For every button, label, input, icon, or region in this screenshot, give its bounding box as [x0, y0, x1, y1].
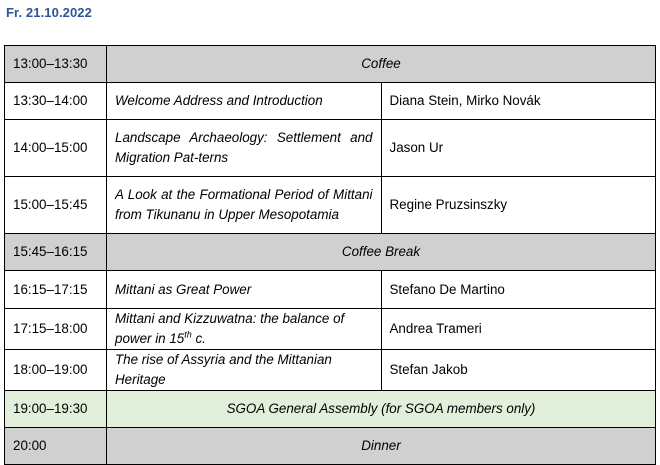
ordinal-superscript: th — [184, 329, 192, 340]
time-cell: 19:00–19:30 — [5, 391, 107, 428]
time-cell: 16:15–17:15 — [5, 271, 107, 309]
talk-title-cell — [107, 309, 382, 350]
event-cell: SGOA General Assembly (for SGOA members only) — [107, 391, 656, 428]
talk-title-cell: A Look at the Formational Period of Mittani from Tikunanu in Upper Mesopotamia — [107, 177, 382, 234]
schedule-table — [4, 45, 656, 465]
speaker-cell: Andrea Trameri — [381, 309, 656, 350]
talk-title-suffix: c. — [191, 331, 206, 346]
table-row — [5, 309, 656, 350]
time-cell: 13:00–13:30 — [5, 46, 107, 83]
talk-title-cell: The rise of Assyria and the Mittanian Heritage — [107, 350, 382, 391]
speaker-cell: Regine Pruzsinszky — [381, 177, 656, 234]
table-row — [5, 271, 656, 309]
table-row-coffee-break — [5, 234, 656, 271]
event-cell: Coffee Break — [107, 234, 656, 271]
speaker-cell: Stefan Jakob — [381, 350, 656, 391]
talk-title-text: Mittani and Kizzuwatna: the balance of power in 15 — [115, 311, 345, 346]
table-row — [5, 83, 656, 120]
time-cell: 20:00 — [5, 428, 107, 465]
event-cell: Dinner — [107, 428, 656, 465]
time-cell: 13:30–14:00 — [5, 83, 107, 120]
time-cell: 18:00–19:00 — [5, 350, 107, 391]
speaker-cell: Diana Stein, Mirko Novák — [381, 83, 656, 120]
speaker-cell: Stefano De Martino — [381, 271, 656, 309]
event-cell: Coffee — [107, 46, 656, 83]
table-row-general-assembly — [5, 391, 656, 428]
speaker-cell: Jason Ur — [381, 120, 656, 177]
time-cell: 17:15–18:00 — [5, 309, 107, 350]
talk-title-cell: Mittani as Great Power — [107, 271, 382, 309]
table-row — [5, 120, 656, 177]
page-heading-date: Fr. 21.10.2022 — [6, 5, 92, 20]
talk-title-cell: Landscape Archaeology: Settlement and Migration Pat-terns — [107, 120, 382, 177]
time-cell: 15:00–15:45 — [5, 177, 107, 234]
talk-title-cell: Welcome Address and Introduction — [107, 83, 382, 120]
table-row — [5, 177, 656, 234]
time-cell: 15:45–16:15 — [5, 234, 107, 271]
table-row-coffee — [5, 46, 656, 83]
time-cell: 14:00–15:00 — [5, 120, 107, 177]
table-row — [5, 350, 656, 391]
